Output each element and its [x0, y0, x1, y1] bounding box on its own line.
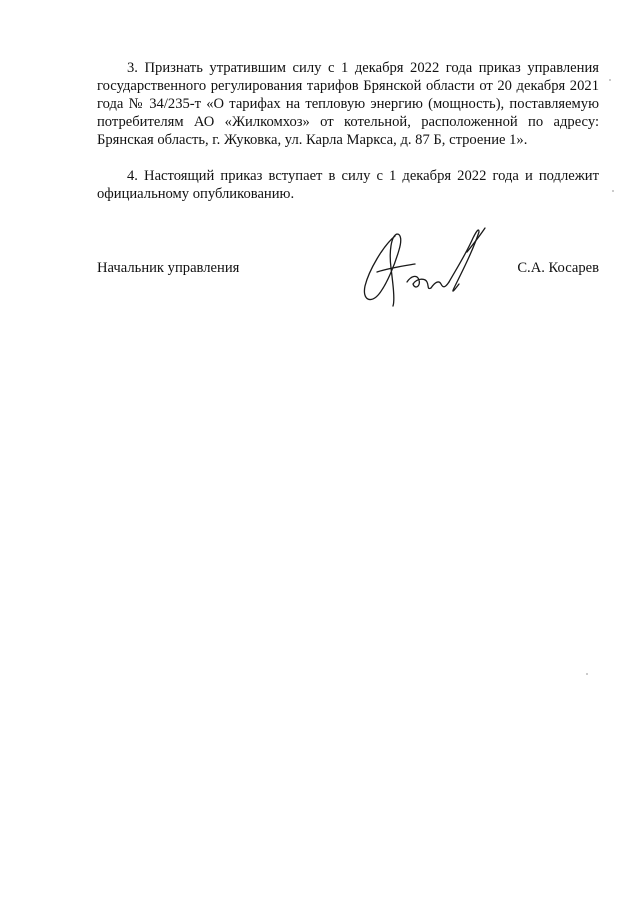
paragraph-item-3: 3. Признать утратившим силу с 1 декабря 2022 года приказ управления государственного регулирования тарифов Брянской области от 20 декабря 2021 года № 34/235-т «О тарифах на тепловую энергию (мощность), поставляемую потребителям АО «Жилкомхоз» от котельной, расположенной по адресу: Брянская область, г. Жуковка, ул. Карла Маркса, д. 87 Б, строение 1». — [97, 60, 599, 148]
signature-block — [97, 259, 599, 279]
scan-speck — [586, 673, 588, 675]
handwritten-signature — [355, 222, 495, 312]
position-title: Начальник управления — [97, 260, 240, 276]
paragraph-item-4: 4. Настоящий приказ вступает в силу с 1 декабря 2022 года и подлежит официальному опубликованию. — [97, 168, 599, 202]
scan-speck — [612, 190, 614, 192]
signer-name: С.А. Косарев — [517, 260, 599, 276]
scan-speck — [609, 79, 611, 81]
